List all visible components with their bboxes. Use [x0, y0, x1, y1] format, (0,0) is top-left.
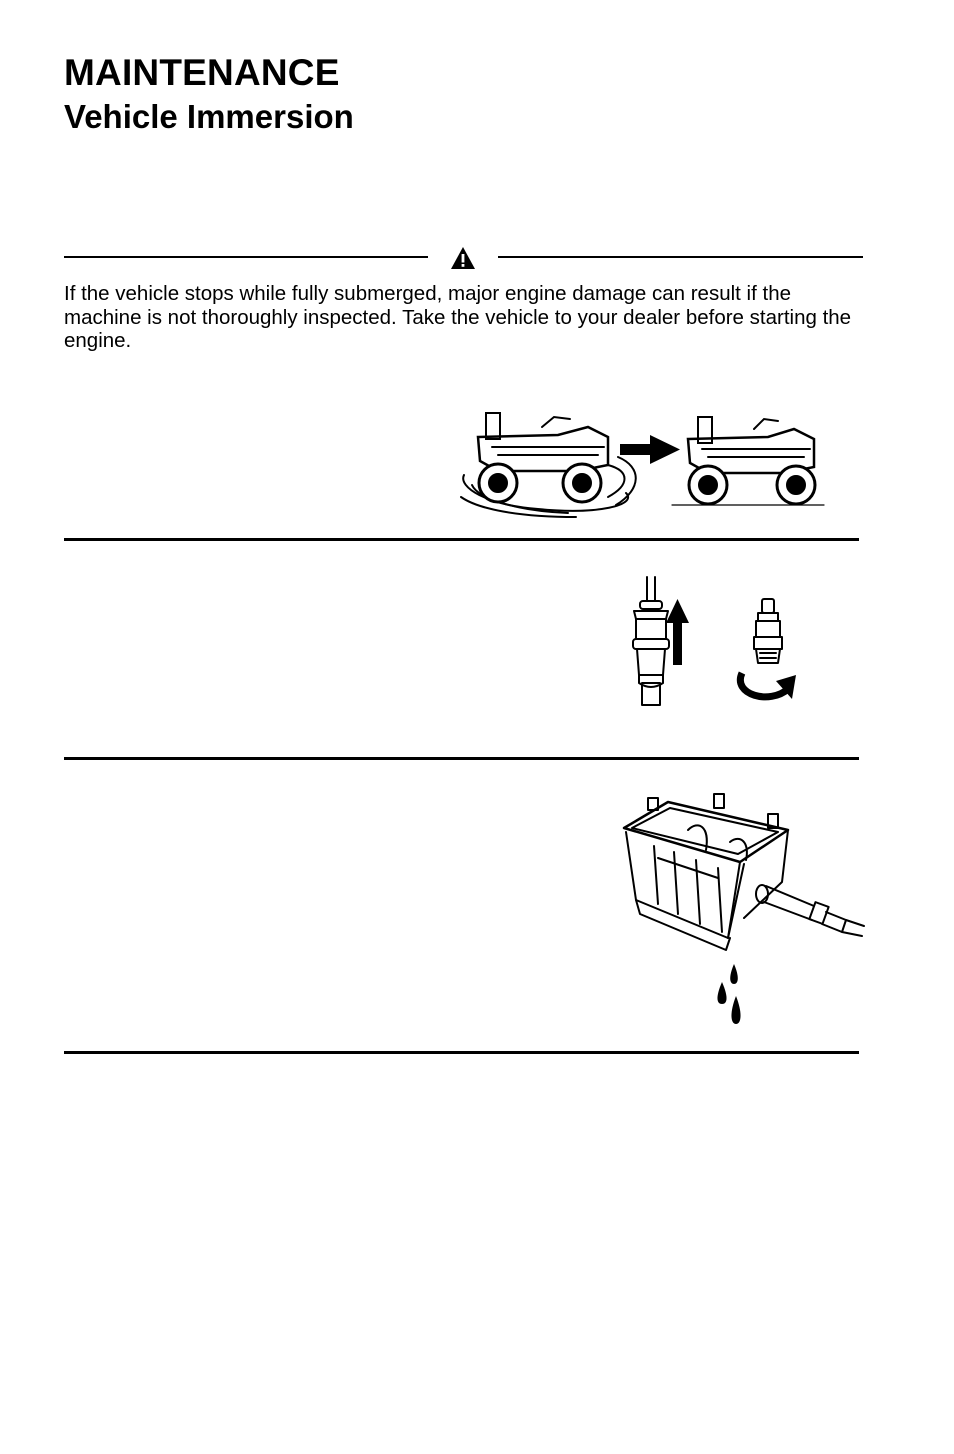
- section-title: MAINTENANCE: [64, 52, 340, 93]
- step-divider: [64, 1051, 859, 1054]
- warning-triangle-icon: [450, 246, 476, 270]
- subsection-title: Vehicle Immersion: [64, 98, 354, 135]
- atv-out-of-water-illustration: [458, 405, 828, 523]
- spark-plug-removal-illustration: [620, 575, 800, 710]
- air-box-drain-illustration: [618, 790, 866, 1030]
- warning-rule-left: [64, 256, 428, 258]
- warning-rule-right: [498, 256, 863, 258]
- warning-text: If the vehicle stops while fully submerged, major engine damage can result if the machine is not thoroughly inspected. Take the vehicle to your dealer before starting the engine.: [64, 282, 852, 352]
- step-divider: [64, 538, 859, 541]
- step-divider: [64, 757, 859, 760]
